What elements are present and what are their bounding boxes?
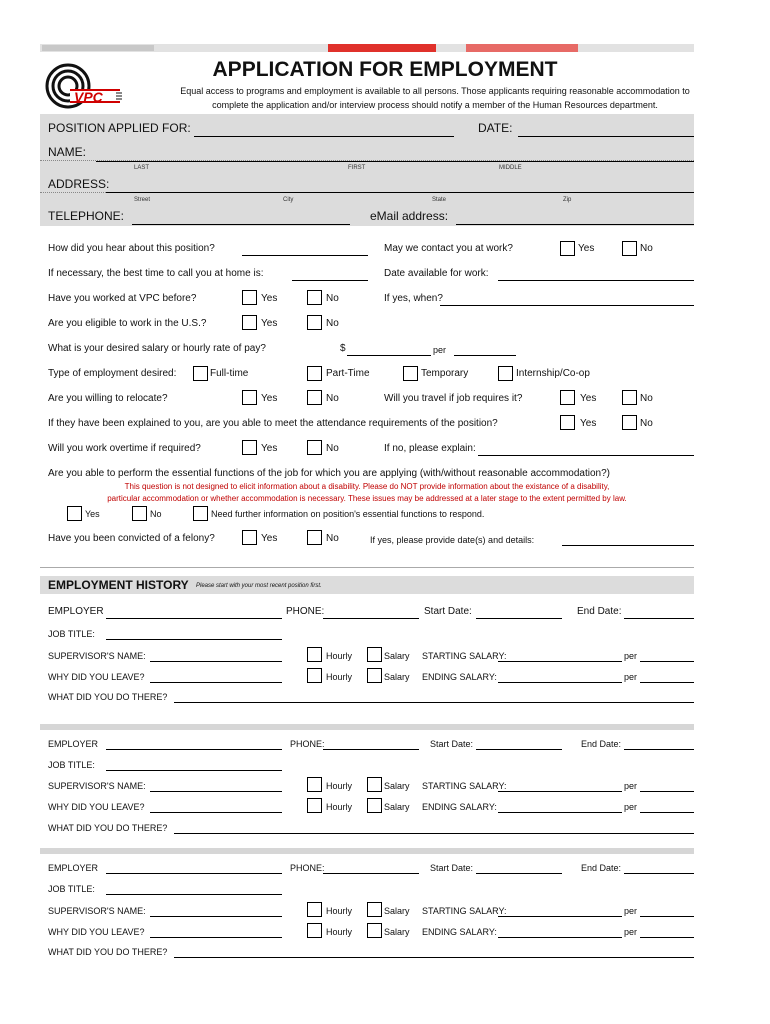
ending-salary-field[interactable] xyxy=(498,812,622,813)
salary-per-label: per xyxy=(433,345,447,355)
eligible-no-label: No xyxy=(326,318,339,329)
disclaimer-line-2: particular accommodation or whether accommodation is necessary. These issues may be addressed at a later stage to the extent permitted by law. xyxy=(107,494,627,503)
best-time-field[interactable] xyxy=(292,280,368,281)
zip-caption: Zip xyxy=(563,197,572,203)
relocate-no-checkbox[interactable] xyxy=(307,390,322,405)
salary-amount-field[interactable] xyxy=(347,355,431,356)
ending-per-field[interactable] xyxy=(640,812,694,813)
top-bar-segment xyxy=(42,45,154,51)
full-time-label: Full-time xyxy=(210,368,249,379)
logo-text: VPC xyxy=(74,89,103,105)
notice-line-1: Equal access to programs and employment is available to all persons. Those applicants requiring reasonable accommodation to xyxy=(180,86,690,96)
overtime-yes-checkbox[interactable] xyxy=(242,440,257,455)
hear-field[interactable] xyxy=(242,255,368,256)
employment-history-subtitle: Please start with your most recent position first. xyxy=(196,583,322,589)
hourly-label: Hourly xyxy=(326,906,353,916)
felony-yes-label: Yes xyxy=(261,533,278,544)
attendance-yes-checkbox[interactable] xyxy=(560,415,575,430)
overtime-yes-label: Yes xyxy=(261,443,278,454)
email-label: eMail address: xyxy=(370,209,449,223)
relocate-label: Are you willing to relocate? xyxy=(48,393,168,404)
ending-salary-field[interactable] xyxy=(498,682,622,683)
salary-type-label: Salary xyxy=(384,672,410,682)
middle-caption: MIDDLE xyxy=(499,165,522,171)
essential-yes-checkbox[interactable] xyxy=(67,506,82,521)
if-no-explain-label: If no, please explain: xyxy=(384,443,476,454)
essential-label: Are you able to perform the essential functions of the job for which you are applying (with/without reasonable accommodation?) xyxy=(48,468,610,479)
starting-salary-field[interactable] xyxy=(498,661,622,662)
date-field[interactable] xyxy=(518,136,694,137)
best-time-label: If necessary, the best time to call you at home is: xyxy=(48,268,264,279)
start-date-label: Start Date: xyxy=(424,606,472,617)
what-did-label: WHAT DID YOU DO THERE? xyxy=(48,823,168,833)
attendance-label: If they have been explained to you, are you able to meet the attendance requirements of the position? xyxy=(48,418,498,429)
address-label: ADDRESS: xyxy=(48,177,110,191)
ending-per-field[interactable] xyxy=(640,682,694,683)
job-title-label: JOB TITLE: xyxy=(48,629,95,639)
employer-phone-label: PHONE: xyxy=(290,863,325,873)
starting-per-label: per xyxy=(624,651,638,661)
address-field[interactable] xyxy=(106,192,694,193)
employer-label: EMPLOYER xyxy=(48,863,99,873)
supervisor-field[interactable] xyxy=(150,791,282,792)
eligible-yes-label: Yes xyxy=(261,318,278,329)
starting-salary-label: STARTING SALARY: xyxy=(422,906,507,916)
ending-salary-label: ENDING SALARY: xyxy=(422,672,497,682)
employment-history-top-rule xyxy=(40,567,694,568)
salary-type-label: Salary xyxy=(384,651,410,661)
end-date-label: End Date: xyxy=(577,606,622,617)
worked-vpc-no-label: No xyxy=(326,293,339,304)
contact-work-label: May we contact you at work? xyxy=(384,243,513,254)
hourly-checkbox[interactable] xyxy=(307,668,322,683)
salary-type-label: Salary xyxy=(384,781,410,791)
ending-salary-label: ENDING SALARY: xyxy=(422,927,497,937)
end-date-field[interactable] xyxy=(624,749,694,750)
starting-per-label: per xyxy=(624,781,638,791)
hear-label: How did you hear about this position? xyxy=(48,243,215,254)
start-date-label: Start Date: xyxy=(430,739,474,749)
end-date-field[interactable] xyxy=(624,873,694,874)
name-label: NAME: xyxy=(48,145,87,159)
city-caption: City xyxy=(283,197,294,203)
job-title-label: JOB TITLE: xyxy=(48,884,95,894)
ending-salary-label: ENDING SALARY: xyxy=(422,802,497,812)
what-did-field[interactable] xyxy=(174,702,694,703)
contact-work-yes-label: Yes xyxy=(578,243,595,254)
worked-vpc-label: Have you worked at VPC before? xyxy=(48,293,197,304)
hourly-checkbox[interactable] xyxy=(307,923,322,938)
part-time-label: Part-Time xyxy=(326,368,370,379)
employer-phone-field[interactable] xyxy=(323,618,419,619)
ending-per-label: per xyxy=(624,802,638,812)
internship-checkbox[interactable] xyxy=(498,366,513,381)
employer-separator xyxy=(40,724,694,730)
starting-salary-field[interactable] xyxy=(498,791,622,792)
employer-label: EMPLOYER xyxy=(48,739,99,749)
hourly-checkbox[interactable] xyxy=(307,798,322,813)
salary-type-label: Salary xyxy=(384,802,410,812)
essential-no-checkbox[interactable] xyxy=(132,506,147,521)
felony-no-label: No xyxy=(326,533,339,544)
employer-phone-label: PHONE: xyxy=(290,739,325,749)
top-bar-segment-accent xyxy=(328,44,436,52)
why-leave-label: WHY DID YOU LEAVE? xyxy=(48,927,145,937)
travel-yes-checkbox[interactable] xyxy=(560,390,575,405)
attendance-no-checkbox[interactable] xyxy=(622,415,637,430)
supervisor-label: SUPERVISOR'S NAME: xyxy=(48,781,146,791)
full-time-checkbox[interactable] xyxy=(193,366,208,381)
ending-per-label: per xyxy=(624,672,638,682)
telephone-label: TELEPHONE: xyxy=(48,209,125,223)
name-field[interactable] xyxy=(96,161,694,162)
employer-phone-field[interactable] xyxy=(323,873,419,874)
page-title: APPLICATION FOR EMPLOYMENT xyxy=(212,58,558,81)
salary-checkbox[interactable] xyxy=(367,777,382,792)
attendance-no-label: No xyxy=(640,418,653,429)
travel-yes-label: Yes xyxy=(580,393,597,404)
what-did-field[interactable] xyxy=(174,957,694,958)
job-title-field[interactable] xyxy=(106,894,282,895)
travel-no-checkbox[interactable] xyxy=(622,390,637,405)
hourly-checkbox[interactable] xyxy=(307,647,322,662)
what-did-label: WHAT DID YOU DO THERE? xyxy=(48,692,168,702)
worked-vpc-yes-checkbox[interactable] xyxy=(242,290,257,305)
attendance-yes-label: Yes xyxy=(580,418,597,429)
worked-vpc-no-checkbox[interactable] xyxy=(307,290,322,305)
felony-no-checkbox[interactable] xyxy=(307,530,322,545)
job-title-field[interactable] xyxy=(106,639,282,640)
date-available-field[interactable] xyxy=(498,280,694,281)
why-leave-field[interactable] xyxy=(150,937,282,938)
eligible-no-checkbox[interactable] xyxy=(307,315,322,330)
hourly-label: Hourly xyxy=(326,781,353,791)
salary-checkbox[interactable] xyxy=(367,647,382,662)
start-date-field[interactable] xyxy=(476,873,562,874)
supervisor-field[interactable] xyxy=(150,661,282,662)
salary-checkbox[interactable] xyxy=(367,923,382,938)
salary-type-label: Salary xyxy=(384,906,410,916)
date-label: DATE: xyxy=(478,121,513,135)
essential-yes-label: Yes xyxy=(85,509,100,519)
salary-per-field[interactable] xyxy=(454,355,516,356)
hourly-label: Hourly xyxy=(326,651,353,661)
notice-line-2: complete the application and/or interview process should notify a member of the Human Resources department. xyxy=(212,100,658,110)
start-date-field[interactable] xyxy=(476,618,562,619)
relocate-no-label: No xyxy=(326,393,339,404)
starting-salary-label: STARTING SALARY: xyxy=(422,781,507,791)
need-info-label: Need further information on position's essential functions to respond. xyxy=(211,509,485,519)
employer-field[interactable] xyxy=(106,873,282,874)
employer-phone-field[interactable] xyxy=(323,749,419,750)
essential-no-label: No xyxy=(150,509,162,519)
why-leave-field[interactable] xyxy=(150,682,282,683)
eligible-label: Are you eligible to work in the U.S.? xyxy=(48,318,207,329)
temporary-label: Temporary xyxy=(421,368,469,379)
why-leave-field[interactable] xyxy=(150,812,282,813)
state-caption: State xyxy=(432,197,447,203)
employer-field[interactable] xyxy=(106,749,282,750)
employer-field[interactable] xyxy=(106,618,282,619)
contact-work-no-checkbox[interactable] xyxy=(622,241,637,256)
supervisor-label: SUPERVISOR'S NAME: xyxy=(48,651,146,661)
supervisor-label: SUPERVISOR'S NAME: xyxy=(48,906,146,916)
internship-label: Internship/Co-op xyxy=(516,368,590,379)
felony-details-field[interactable] xyxy=(562,545,694,546)
email-field[interactable] xyxy=(456,224,694,225)
ending-salary-field[interactable] xyxy=(498,937,622,938)
last-caption: LAST xyxy=(134,165,150,171)
supervisor-field[interactable] xyxy=(150,916,282,917)
employer-phone-label: PHONE: xyxy=(286,606,325,617)
type-label: Type of employment desired: xyxy=(48,368,177,379)
position-label: POSITION APPLIED FOR: xyxy=(48,121,191,135)
starting-per-field[interactable] xyxy=(640,791,694,792)
if-no-explain-field[interactable] xyxy=(478,455,694,456)
relocate-yes-checkbox[interactable] xyxy=(242,390,257,405)
end-date-field[interactable] xyxy=(624,618,694,619)
salary-checkbox[interactable] xyxy=(367,798,382,813)
top-bar-segment-accent xyxy=(466,44,578,52)
hourly-checkbox[interactable] xyxy=(307,777,322,792)
if-yes-when-field[interactable] xyxy=(440,305,694,306)
job-title-label: JOB TITLE: xyxy=(48,760,95,770)
hourly-checkbox[interactable] xyxy=(307,902,322,917)
hourly-label: Hourly xyxy=(326,927,353,937)
employer-label: EMPLOYER xyxy=(48,606,104,617)
if-yes-when-label: If yes, when? xyxy=(384,293,443,304)
travel-label: Will you travel if job requires it? xyxy=(384,393,523,404)
hourly-label: Hourly xyxy=(326,802,353,812)
start-date-field[interactable] xyxy=(476,749,562,750)
salary-checkbox[interactable] xyxy=(367,902,382,917)
ending-per-field[interactable] xyxy=(640,937,694,938)
start-date-label: Start Date: xyxy=(430,863,474,873)
felony-label: Have you been convicted of a felony? xyxy=(48,533,215,544)
date-available-label: Date available for work: xyxy=(384,268,489,279)
worked-vpc-yes-label: Yes xyxy=(261,293,278,304)
salary-type-label: Salary xyxy=(384,927,410,937)
disclaimer-line-1: This question is not designed to elicit information about a disability. Please do NOT provide information about the existance of a disability, xyxy=(124,482,610,491)
part-time-checkbox[interactable] xyxy=(307,366,322,381)
felony-details-label: If yes, please provide date(s) and details: xyxy=(370,535,535,545)
dollar-sign: $ xyxy=(340,343,346,354)
starting-per-field[interactable] xyxy=(640,661,694,662)
first-caption: FIRST xyxy=(348,165,366,171)
need-info-checkbox[interactable] xyxy=(193,506,208,521)
why-leave-label: WHY DID YOU LEAVE? xyxy=(48,672,145,682)
why-leave-label: WHY DID YOU LEAVE? xyxy=(48,802,145,812)
starting-per-label: per xyxy=(624,906,638,916)
employment-history-title: EMPLOYMENT HISTORY xyxy=(48,578,189,592)
overtime-no-label: No xyxy=(326,443,339,454)
contact-work-no-label: No xyxy=(640,243,653,254)
salary-checkbox[interactable] xyxy=(367,668,382,683)
overtime-label: Will you work overtime if required? xyxy=(48,443,201,454)
street-caption: Street xyxy=(134,197,151,203)
starting-salary-field[interactable] xyxy=(498,916,622,917)
position-field[interactable] xyxy=(194,136,454,137)
travel-no-label: No xyxy=(640,393,653,404)
starting-per-field[interactable] xyxy=(640,916,694,917)
starting-salary-label: STARTING SALARY: xyxy=(422,651,507,661)
eligible-yes-checkbox[interactable] xyxy=(242,315,257,330)
employer-separator xyxy=(40,848,694,854)
end-date-label: End Date: xyxy=(581,739,622,749)
what-did-label: WHAT DID YOU DO THERE? xyxy=(48,947,168,957)
felony-yes-checkbox[interactable] xyxy=(242,530,257,545)
job-title-field[interactable] xyxy=(106,770,282,771)
salary-label: What is your desired salary or hourly rate of pay? xyxy=(48,343,266,354)
relocate-yes-label: Yes xyxy=(261,393,278,404)
contact-work-yes-checkbox[interactable] xyxy=(560,241,575,256)
end-date-label: End Date: xyxy=(581,863,622,873)
ending-per-label: per xyxy=(624,927,638,937)
temporary-checkbox[interactable] xyxy=(403,366,418,381)
what-did-field[interactable] xyxy=(174,833,694,834)
hourly-label: Hourly xyxy=(326,672,353,682)
overtime-no-checkbox[interactable] xyxy=(307,440,322,455)
telephone-field[interactable] xyxy=(132,224,350,225)
